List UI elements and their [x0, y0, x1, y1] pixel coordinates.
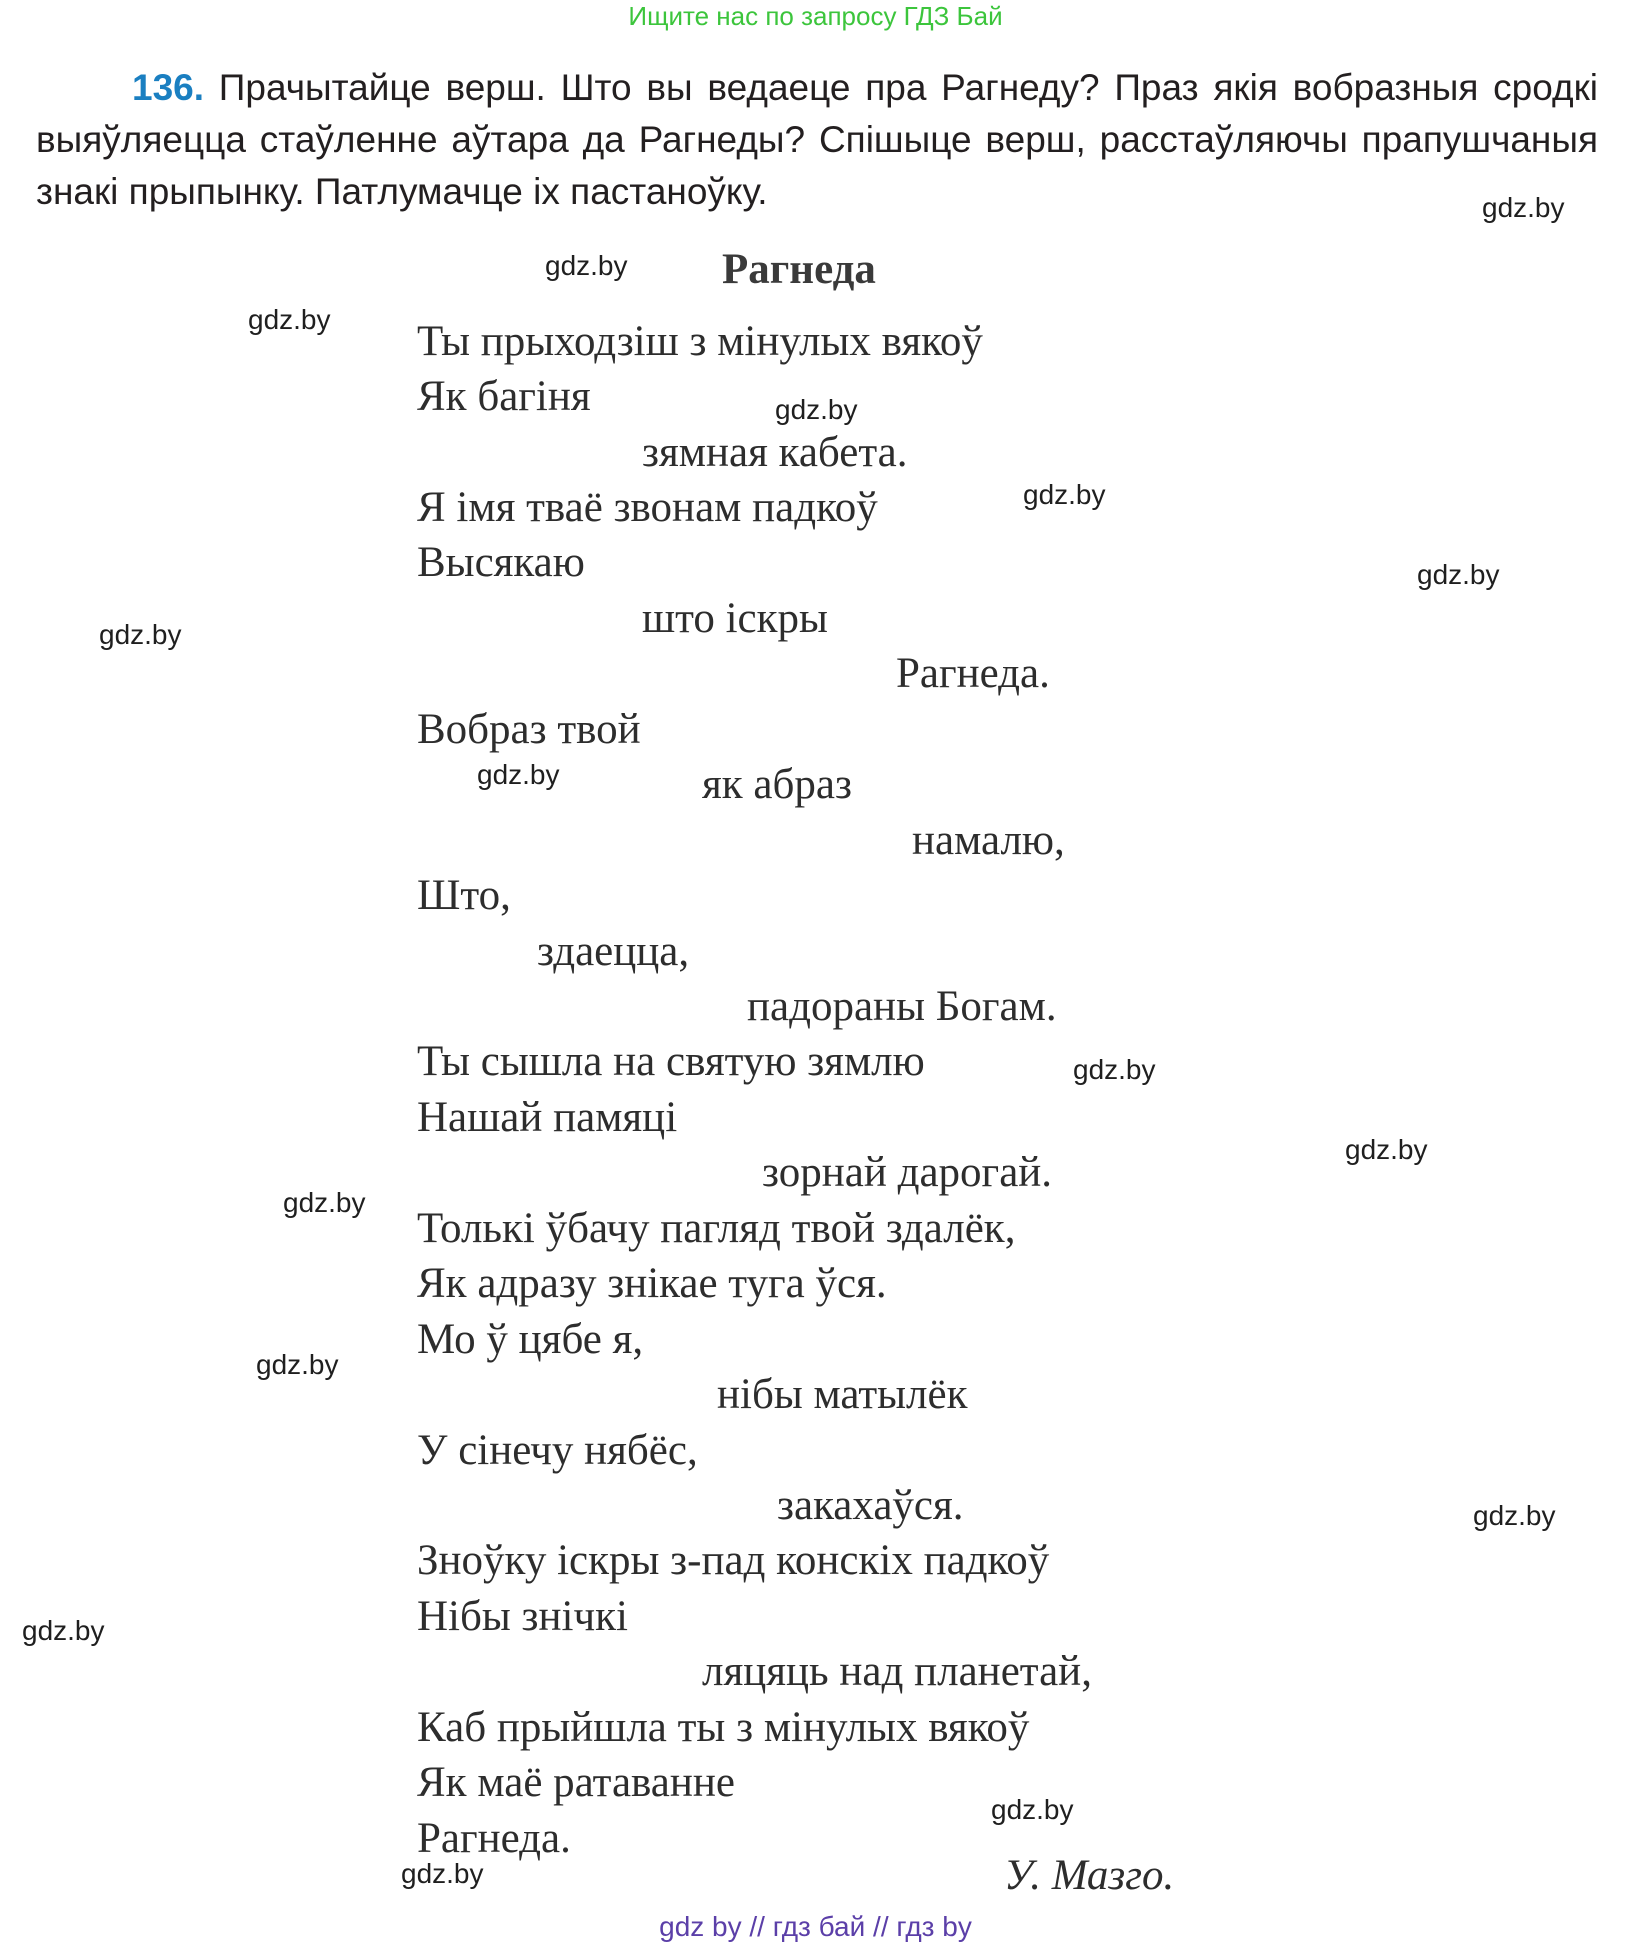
watermark: gdz.by [283, 1187, 366, 1218]
poem-line: Як багіня [417, 373, 591, 420]
task-text: Прачытайце верш. Што вы ведаеце пра Рагнеду? Праз якія вобразныя сродкі выяўляецца стаўленне аўтара да Рагнеды? Спішыце верш, расстаўляючы прапушчаныя знакі прыпынку. Патлумачце іх пастаноўку. [36, 67, 1598, 212]
poem-line: Ты сышла на святую зямлю [417, 1038, 925, 1085]
poem-line: падораны Богам. [747, 983, 1057, 1030]
watermark: gdz.by [991, 1794, 1074, 1825]
poem-line: Вобраз твой [417, 706, 641, 753]
poem-line: Рагнеда. [417, 1815, 571, 1862]
top-banner: Ищите нас по запросу ГДЗ Бай [628, 1, 1003, 31]
watermark: gdz.by [401, 1858, 484, 1889]
poem-line: Ты прыходзіш з мінулых вякоў [417, 318, 983, 365]
poem-line: Высякаю [417, 539, 585, 586]
poem-line: што іскры [642, 595, 828, 642]
watermark: gdz.by [1023, 479, 1106, 510]
watermark: gdz.by [1417, 559, 1500, 590]
watermark: gdz.by [477, 759, 560, 790]
poem-line: Нібы знічкі [417, 1593, 628, 1640]
task-number: 136. [132, 67, 205, 108]
poem-line: зорнай дарогай. [762, 1149, 1053, 1196]
watermark: gdz.by [99, 619, 182, 650]
poem-line: Зноўку іскры з-пад конскіх падкоў [417, 1537, 1050, 1584]
watermark: gdz.by [256, 1349, 339, 1380]
watermark: gdz.by [1482, 192, 1565, 223]
poem-line: У сінечу нябёс, [417, 1427, 698, 1474]
poem-line: як абраз [702, 761, 852, 808]
watermark: gdz.by [22, 1615, 105, 1646]
watermark: gdz.by [248, 304, 331, 335]
poem-line: нібы матылёк [717, 1371, 968, 1418]
poem-line: намалю, [912, 817, 1065, 864]
poem-line: Толькі ўбачу пагляд твой здалёк, [417, 1205, 1016, 1252]
task-paragraph [36, 62, 1598, 218]
poem-line: закахаўся. [777, 1482, 964, 1529]
poem-line: Нашай памяці [417, 1094, 678, 1141]
poem-line: Што, [417, 872, 511, 919]
poem-title: Рагнеда [722, 246, 876, 293]
poem-line: Рагнеда. [896, 650, 1050, 697]
watermark: gdz.by [1345, 1134, 1428, 1165]
poem-line: Я імя тваё звонам падкоў [417, 484, 878, 531]
watermark: gdz.by [1473, 1500, 1556, 1531]
poem-line: зямная кабета. [642, 429, 908, 476]
watermark: gdz.by [775, 394, 858, 425]
poem-line: здаецца, [537, 928, 690, 975]
footer-links: gdz by // гдз бай // гдз by [659, 1911, 972, 1942]
poem-line: Як адразу знікае туга ўся. [417, 1260, 887, 1307]
watermark: gdz.by [545, 250, 628, 281]
poem-line: ляцяць над планетай, [702, 1648, 1092, 1695]
poem-line: Мо ў цябе я, [417, 1316, 644, 1363]
poem-line: Каб прыйшла ты з мінулых вякоў [417, 1704, 1030, 1751]
poem-author: У. Мазго. [1004, 1852, 1175, 1899]
poem-line: Як маё ратаванне [417, 1759, 735, 1806]
watermark: gdz.by [1073, 1054, 1156, 1085]
